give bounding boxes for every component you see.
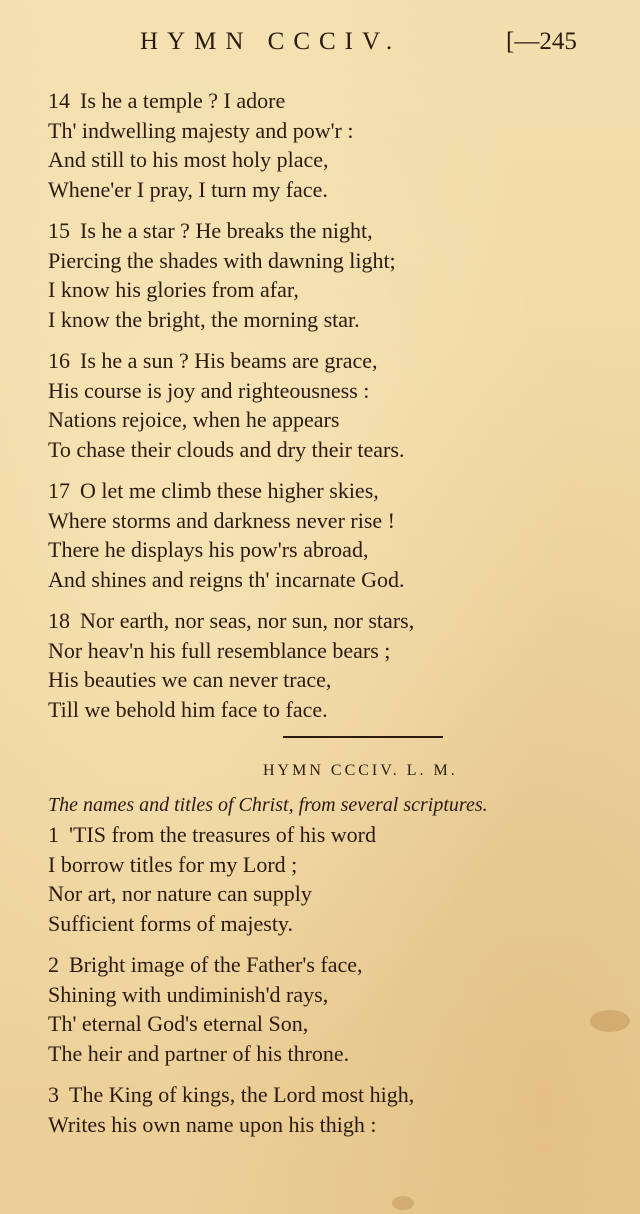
stanza-18 [48,606,633,724]
stanza-number: 18 [48,608,70,633]
page-number: [—245 [506,28,577,55]
verse-line: To chase their clouds and dry their tears. [48,436,405,462]
stanza-14 [48,86,633,204]
stanza-number: 1 [48,822,59,847]
verse-line [48,1080,633,1110]
verse-line: Nor heav'n his full resemblance bears ; [48,637,391,663]
verse-line: Nor art, nor nature can supply [48,881,312,906]
verse-line [48,606,633,636]
verse-text: Is he a star ? He breaks the night, [80,218,373,243]
verse-line: Shining with undiminish'd rays, [48,981,329,1007]
verse-text: Is he a temple ? I adore [80,88,286,113]
hymn-subtitle: The names and titles of Christ, from several scriptures. [48,794,488,816]
verse-line: His beauties we can never trace, [48,667,332,692]
verse-line: Nations rejoice, when he appears [48,407,340,432]
verse-line: I know the bright, the morning star. [48,306,360,332]
verse-text: O let me climb these higher skies, [80,478,379,503]
running-title: HYMN CCCIV. [140,28,402,55]
verse-line: Till we behold him face to face. [48,696,328,722]
stanza-number: 17 [48,478,70,503]
verse-line [48,476,633,506]
verse-line: I borrow titles for my Lord ; [48,851,298,877]
verse-line: His course is joy and righteousness : [48,377,370,403]
page-header [0,28,640,62]
verse-line: There he displays his pow'rs abroad, [48,537,369,562]
verse-line: The heir and partner of his throne. [48,1040,350,1066]
hymn-heading: HYMN CCCIV. L. M. [263,762,458,779]
verse-line: Th' eternal God's eternal Son, [48,1011,309,1036]
verse-line [48,950,633,980]
stanza-number: 3 [48,1082,59,1107]
verse-text: Is he a sun ? His beams are grace, [80,348,378,373]
paper-stain-small [392,1196,414,1210]
verse-line: Where storms and darkness never rise ! [48,507,395,533]
verse-line: Sufficient forms of majesty. [48,910,294,936]
verse-line [48,216,633,246]
stanza-16 [48,346,633,464]
stanza-15 [48,216,633,334]
verse-line: And shines and reigns th' incarnate God. [48,566,405,592]
verse-line: And still to his most holy place, [48,147,329,172]
stanza-number: 2 [48,952,59,977]
verse-line: Writes his own name upon his thigh : [48,1111,377,1137]
verse-line [48,86,633,116]
hymn-text [48,86,633,1151]
section-divider [283,736,443,738]
stanza-17 [48,476,633,594]
stanza-number: 16 [48,348,70,373]
verse-text: Bright image of the Father's face, [69,952,363,977]
stanza-3 [48,1080,633,1139]
verse-text: 'TIS from the treasures of his word [69,822,377,847]
stanza-number: 15 [48,218,70,243]
stanza-2 [48,950,633,1068]
verse-text: Nor earth, nor seas, nor sun, nor stars, [80,608,415,633]
verse-line: Piercing the shades with dawning light; [48,247,396,273]
verse-line: Th' indwelling majesty and pow'r : [48,117,354,143]
verse-line: Whene'er I pray, I turn my face. [48,176,328,202]
verse-line [48,346,633,376]
verse-text: The King of kings, the Lord most high, [69,1082,415,1107]
stanza-1 [48,820,633,938]
verse-line: I know his glories from afar, [48,277,299,302]
stanza-number: 14 [48,88,70,113]
verse-line [48,820,633,850]
